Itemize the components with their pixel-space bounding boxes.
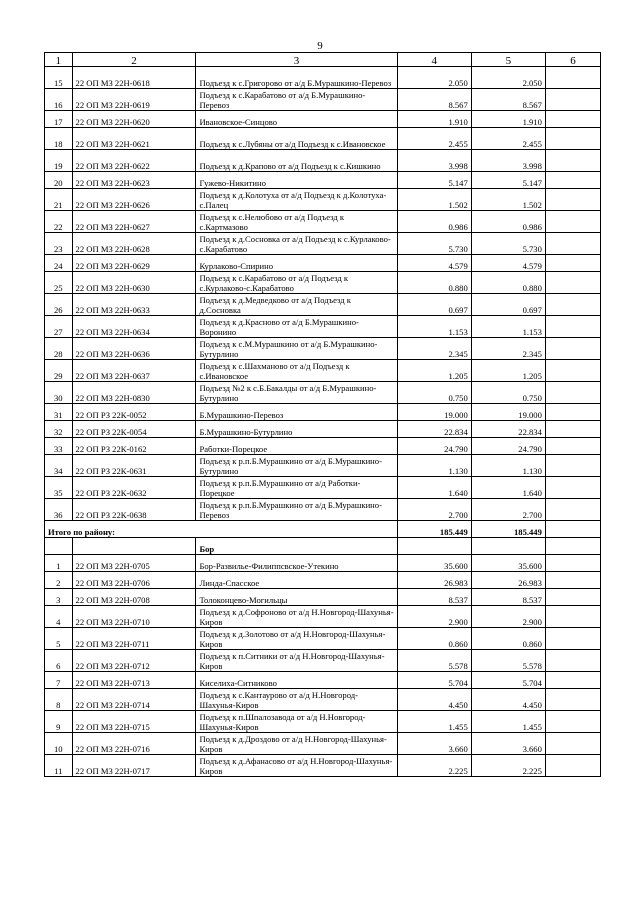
table-row — [45, 689, 601, 711]
empty-cell — [545, 606, 600, 628]
length-value-2: 0.750 — [471, 382, 545, 404]
length-value-2: 0.860 — [471, 628, 545, 650]
length-value-2: 0.697 — [471, 294, 545, 316]
empty-cell — [397, 538, 471, 555]
length-value-2: 5.578 — [471, 650, 545, 672]
empty-cell — [545, 316, 600, 338]
length-value: 0.880 — [397, 272, 471, 294]
empty-cell — [545, 67, 600, 89]
empty-cell — [545, 338, 600, 360]
length-value: 2.050 — [397, 67, 471, 89]
road-name: Курлаково-Спирино — [196, 255, 397, 272]
road-name: Толоконцево-Могильцы — [196, 589, 397, 606]
length-value: 1.455 — [397, 711, 471, 733]
road-name: Подъезд к с.Шахманово от а/д Подъезд к с.Ивановское — [196, 360, 397, 382]
row-number: 34 — [45, 455, 73, 477]
length-value-2: 8.537 — [471, 589, 545, 606]
empty-cell — [545, 172, 600, 189]
length-value-2: 2.700 — [471, 499, 545, 521]
empty-cell — [545, 672, 600, 689]
length-value: 2.700 — [397, 499, 471, 521]
row-number: 6 — [45, 650, 73, 672]
row-number: 9 — [45, 711, 73, 733]
table-row — [45, 89, 601, 111]
road-code: 22 ОП МЗ 22Н-0618 — [72, 67, 196, 89]
road-name: Киселиха-Ситниково — [196, 672, 397, 689]
length-value-2: 3.998 — [471, 150, 545, 172]
length-value-2: 4.450 — [471, 689, 545, 711]
length-value: 24.790 — [397, 438, 471, 455]
road-name: Подъезд №2 к с.Б.Бакалды от а/д Б.Мурашкино-Бутурлино — [196, 382, 397, 404]
length-value-2: 0.986 — [471, 211, 545, 233]
empty-cell — [545, 404, 600, 421]
length-value-2: 1.205 — [471, 360, 545, 382]
row-number: 19 — [45, 150, 73, 172]
road-code: 22 ОП МЗ 22Н-0705 — [72, 555, 196, 572]
total-label: Итого по району: — [45, 521, 398, 538]
length-value: 2.900 — [397, 606, 471, 628]
length-value: 1.910 — [397, 111, 471, 128]
length-value: 8.567 — [397, 89, 471, 111]
table-row — [45, 382, 601, 404]
header-cell: 3 — [196, 53, 397, 67]
road-name: Подъезд к р.п.Б.Мурашкино от а/д Б.Мурашкино-Перевоз — [196, 499, 397, 521]
length-value: 4.579 — [397, 255, 471, 272]
row-number: 30 — [45, 382, 73, 404]
length-value: 1.205 — [397, 360, 471, 382]
empty-cell — [545, 455, 600, 477]
road-code: 22 ОП МЗ 22Н-0634 — [72, 316, 196, 338]
table-row — [45, 255, 601, 272]
table-row — [45, 589, 601, 606]
table-row — [45, 233, 601, 255]
row-number: 5 — [45, 628, 73, 650]
road-code: 22 ОП МЗ 22Н-0621 — [72, 128, 196, 150]
length-value-2: 5.730 — [471, 233, 545, 255]
section-title: Бор — [196, 538, 397, 555]
empty-cell — [545, 438, 600, 455]
table-row — [45, 294, 601, 316]
empty-cell — [545, 89, 600, 111]
length-value: 19.000 — [397, 404, 471, 421]
road-code: 22 ОП МЗ 22Н-0622 — [72, 150, 196, 172]
length-value-2: 4.579 — [471, 255, 545, 272]
road-name: Подъезд к д.Афанасово от а/д Н.Новгород-Шахунья-Киров — [196, 755, 397, 777]
empty-cell — [545, 150, 600, 172]
row-number: 3 — [45, 589, 73, 606]
table-row — [45, 438, 601, 455]
table-row — [45, 338, 601, 360]
empty-cell — [545, 128, 600, 150]
road-name: Линда-Спасское — [196, 572, 397, 589]
table-row — [45, 421, 601, 438]
road-name: Подъезд к р.п.Б.Мурашкино от а/д Б.Мурашкино-Бутурлино — [196, 455, 397, 477]
row-number: 1 — [45, 555, 73, 572]
row-number: 16 — [45, 89, 73, 111]
length-value: 5.578 — [397, 650, 471, 672]
road-code: 22 ОП РЗ 22К-0632 — [72, 477, 196, 499]
empty-cell — [545, 499, 600, 521]
row-number: 10 — [45, 733, 73, 755]
row-number: 23 — [45, 233, 73, 255]
table-row — [45, 455, 601, 477]
road-name: Подъезд к с.Карабатово от а/д Б.Мурашкино-Перевоз — [196, 89, 397, 111]
row-number: 33 — [45, 438, 73, 455]
road-code: 22 ОП МЗ 22Н-0830 — [72, 382, 196, 404]
road-name: Подъезд к д.Софроново от а/д Н.Новгород-Шахунья-Киров — [196, 606, 397, 628]
empty-cell — [545, 628, 600, 650]
length-value-2: 1.455 — [471, 711, 545, 733]
row-number: 27 — [45, 316, 73, 338]
table-row — [45, 272, 601, 294]
length-value-2: 19.000 — [471, 404, 545, 421]
empty-cell — [545, 589, 600, 606]
table-row — [45, 733, 601, 755]
road-name: Подъезд к п.Шпалозавода от а/д Н.Новгород-Шахунья-Киров — [196, 711, 397, 733]
table-row — [45, 128, 601, 150]
road-code: 22 ОП РЗ 22К-0054 — [72, 421, 196, 438]
empty-cell — [545, 360, 600, 382]
empty-cell — [545, 189, 600, 211]
length-value-2: 2.345 — [471, 338, 545, 360]
road-name: Подъезд к д.Крапово от а/д Подъезд к с.Кишкино — [196, 150, 397, 172]
road-code: 22 ОП МЗ 22Н-0636 — [72, 338, 196, 360]
empty-cell — [545, 477, 600, 499]
road-name: Подъезд к р.п.Б.Мурашкино от а/д Работки-Порецкое — [196, 477, 397, 499]
road-code: 22 ОП МЗ 22Н-0630 — [72, 272, 196, 294]
row-number: 21 — [45, 189, 73, 211]
table-row — [45, 650, 601, 672]
road-name: Подъезд к д.Колотуха от а/д Подъезд к д.Колотуха-с.Палец — [196, 189, 397, 211]
length-value-2: 24.790 — [471, 438, 545, 455]
length-value: 35.600 — [397, 555, 471, 572]
road-name: Подъезд к с.Григорово от а/д Б.Мурашкино-Перевоз — [196, 67, 397, 89]
road-name: Подъезд к д.Сосновка от а/д Подъезд к с.Курлаково-с.Карабатово — [196, 233, 397, 255]
length-value-2: 22.834 — [471, 421, 545, 438]
road-code: 22 ОП МЗ 22Н-0713 — [72, 672, 196, 689]
row-number: 28 — [45, 338, 73, 360]
section-row — [45, 538, 601, 555]
table-row — [45, 628, 601, 650]
road-code: 22 ОП МЗ 22Н-0637 — [72, 360, 196, 382]
empty-cell — [545, 111, 600, 128]
road-code: 22 ОП МЗ 22Н-0714 — [72, 689, 196, 711]
road-code: 22 ОП МЗ 22Н-0710 — [72, 606, 196, 628]
table-row — [45, 189, 601, 211]
length-value-2: 3.660 — [471, 733, 545, 755]
empty-cell — [545, 521, 600, 538]
table-row — [45, 499, 601, 521]
table-row — [45, 67, 601, 89]
empty-cell — [72, 538, 196, 555]
empty-cell — [545, 711, 600, 733]
road-name: Работки-Порецкое — [196, 438, 397, 455]
length-value-2: 1.910 — [471, 111, 545, 128]
road-name: Бор-Развилье-Филиппсвское-Утекино — [196, 555, 397, 572]
road-name: Ивановское-Синцово — [196, 111, 397, 128]
road-code: 22 ОП МЗ 22Н-0620 — [72, 111, 196, 128]
empty-cell — [471, 538, 545, 555]
header-cell: 5 — [471, 53, 545, 67]
length-value: 1.130 — [397, 455, 471, 477]
row-number: 24 — [45, 255, 73, 272]
length-value-2: 26.983 — [471, 572, 545, 589]
road-code: 22 ОП МЗ 22Н-0629 — [72, 255, 196, 272]
row-number: 36 — [45, 499, 73, 521]
road-code: 22 ОП МЗ 22Н-0716 — [72, 733, 196, 755]
length-value: 4.450 — [397, 689, 471, 711]
row-number: 17 — [45, 111, 73, 128]
total-row — [45, 521, 601, 538]
table-row — [45, 672, 601, 689]
length-value: 26.983 — [397, 572, 471, 589]
length-value: 5.730 — [397, 233, 471, 255]
empty-cell — [545, 233, 600, 255]
road-code: 22 ОП МЗ 22Н-0708 — [72, 589, 196, 606]
row-number: 29 — [45, 360, 73, 382]
total-value: 185.449 — [397, 521, 471, 538]
length-value-2: 2.455 — [471, 128, 545, 150]
table-row — [45, 150, 601, 172]
empty-cell — [545, 555, 600, 572]
length-value-2: 1.640 — [471, 477, 545, 499]
road-code: 22 ОП РЗ 22К-0052 — [72, 404, 196, 421]
length-value: 1.640 — [397, 477, 471, 499]
table-row — [45, 606, 601, 628]
empty-cell — [545, 650, 600, 672]
road-code: 22 ОП РЗ 22К-0638 — [72, 499, 196, 521]
table-row — [45, 572, 601, 589]
length-value-2: 0.880 — [471, 272, 545, 294]
empty-cell — [545, 294, 600, 316]
length-value: 5.147 — [397, 172, 471, 189]
road-name: Подъезд к п.Ситники от а/д Н.Новгород-Шахунья-Киров — [196, 650, 397, 672]
row-number: 22 — [45, 211, 73, 233]
table-row — [45, 360, 601, 382]
road-code: 22 ОП МЗ 22Н-0715 — [72, 711, 196, 733]
row-number: 35 — [45, 477, 73, 499]
road-code: 22 ОП МЗ 22Н-0712 — [72, 650, 196, 672]
road-code: 22 ОП МЗ 22Н-0619 — [72, 89, 196, 111]
row-number: 7 — [45, 672, 73, 689]
row-number: 4 — [45, 606, 73, 628]
length-value: 0.697 — [397, 294, 471, 316]
length-value: 1.502 — [397, 189, 471, 211]
road-code: 22 ОП МЗ 22Н-0711 — [72, 628, 196, 650]
length-value: 0.750 — [397, 382, 471, 404]
empty-cell — [545, 272, 600, 294]
empty-cell — [545, 255, 600, 272]
length-value: 1.153 — [397, 316, 471, 338]
road-code: 22 ОП МЗ 22Н-0706 — [72, 572, 196, 589]
road-code: 22 ОП МЗ 22Н-0633 — [72, 294, 196, 316]
road-name: Подъезд к д.Медведково от а/д Подъезд к д.Сосновка — [196, 294, 397, 316]
road-code: 22 ОП РЗ 22К-0631 — [72, 455, 196, 477]
road-name: Подъезд к д.Красново от а/д Б.Мурашкино-Воронино — [196, 316, 397, 338]
empty-cell — [545, 538, 600, 555]
empty-cell — [545, 572, 600, 589]
page-number: 9 — [317, 40, 323, 52]
length-value-2: 1.153 — [471, 316, 545, 338]
header-cell: 6 — [545, 53, 600, 67]
road-code: 22 ОП РЗ 22К-0162 — [72, 438, 196, 455]
empty-cell — [545, 689, 600, 711]
table-row — [45, 755, 601, 777]
row-number: 2 — [45, 572, 73, 589]
length-value-2: 5.147 — [471, 172, 545, 189]
length-value-2: 8.567 — [471, 89, 545, 111]
road-code: 22 ОП МЗ 22Н-0623 — [72, 172, 196, 189]
length-value: 8.537 — [397, 589, 471, 606]
length-value: 2.345 — [397, 338, 471, 360]
table-row — [45, 555, 601, 572]
road-name: Подъезд к с.Карабатово от а/д Подъезд к с.Курлаково-с.Карабатово — [196, 272, 397, 294]
road-code: 22 ОП МЗ 22Н-0626 — [72, 189, 196, 211]
length-value: 0.860 — [397, 628, 471, 650]
table-row — [45, 404, 601, 421]
row-number: 8 — [45, 689, 73, 711]
empty-cell — [45, 538, 73, 555]
length-value-2: 1.130 — [471, 455, 545, 477]
header-row — [45, 53, 601, 67]
length-value: 0.986 — [397, 211, 471, 233]
row-number: 11 — [45, 755, 73, 777]
empty-cell — [545, 733, 600, 755]
row-number: 31 — [45, 404, 73, 421]
empty-cell — [545, 211, 600, 233]
length-value-2: 5.704 — [471, 672, 545, 689]
length-value-2: 2.900 — [471, 606, 545, 628]
header-cell: 4 — [397, 53, 471, 67]
table-row — [45, 111, 601, 128]
road-name: Подъезд к с.Лубяны от а/д Подъезд к с.Ивановское — [196, 128, 397, 150]
length-value: 3.998 — [397, 150, 471, 172]
row-number: 32 — [45, 421, 73, 438]
row-number: 15 — [45, 67, 73, 89]
table-row — [45, 172, 601, 189]
road-name: Подъезд к д.Золотово от а/д Н.Новгород-Шахунья-Киров — [196, 628, 397, 650]
table-row — [45, 316, 601, 338]
header-cell: 1 — [45, 53, 73, 67]
header-cell: 2 — [72, 53, 196, 67]
road-code: 22 ОП МЗ 22Н-0717 — [72, 755, 196, 777]
road-name: Подъезд к с.Кантаурово от а/д Н.Новгород-Шахунья-Киров — [196, 689, 397, 711]
row-number: 18 — [45, 128, 73, 150]
length-value: 22.834 — [397, 421, 471, 438]
length-value: 3.660 — [397, 733, 471, 755]
empty-cell — [545, 382, 600, 404]
road-code: 22 ОП МЗ 22Н-0627 — [72, 211, 196, 233]
length-value-2: 2.225 — [471, 755, 545, 777]
table-row — [45, 211, 601, 233]
length-value-2: 35.600 — [471, 555, 545, 572]
road-name: Подъезд к с.М.Мурашкино от а/д Б.Мурашкино-Бутурлино — [196, 338, 397, 360]
table-row — [45, 477, 601, 499]
row-number: 20 — [45, 172, 73, 189]
length-value: 2.225 — [397, 755, 471, 777]
total-value-2: 185.449 — [471, 521, 545, 538]
row-number: 25 — [45, 272, 73, 294]
length-value-2: 1.502 — [471, 189, 545, 211]
row-number: 26 — [45, 294, 73, 316]
road-name: Гужево-Никитино — [196, 172, 397, 189]
empty-cell — [545, 421, 600, 438]
length-value: 2.455 — [397, 128, 471, 150]
road-name: Подъезд к с.Нелюбово от а/д Подъезд к с.Картмазово — [196, 211, 397, 233]
length-value-2: 2.050 — [471, 67, 545, 89]
road-name: Б.Мурашкино-Перевоз — [196, 404, 397, 421]
empty-cell — [545, 755, 600, 777]
road-code: 22 ОП МЗ 22Н-0628 — [72, 233, 196, 255]
road-name: Подъезд к д.Дроздово от а/д Н.Новгород-Шахунья-Киров — [196, 733, 397, 755]
roads-table — [44, 52, 601, 777]
length-value: 5.704 — [397, 672, 471, 689]
road-name: Б.Мурашкино-Бутурлино — [196, 421, 397, 438]
table-row — [45, 711, 601, 733]
